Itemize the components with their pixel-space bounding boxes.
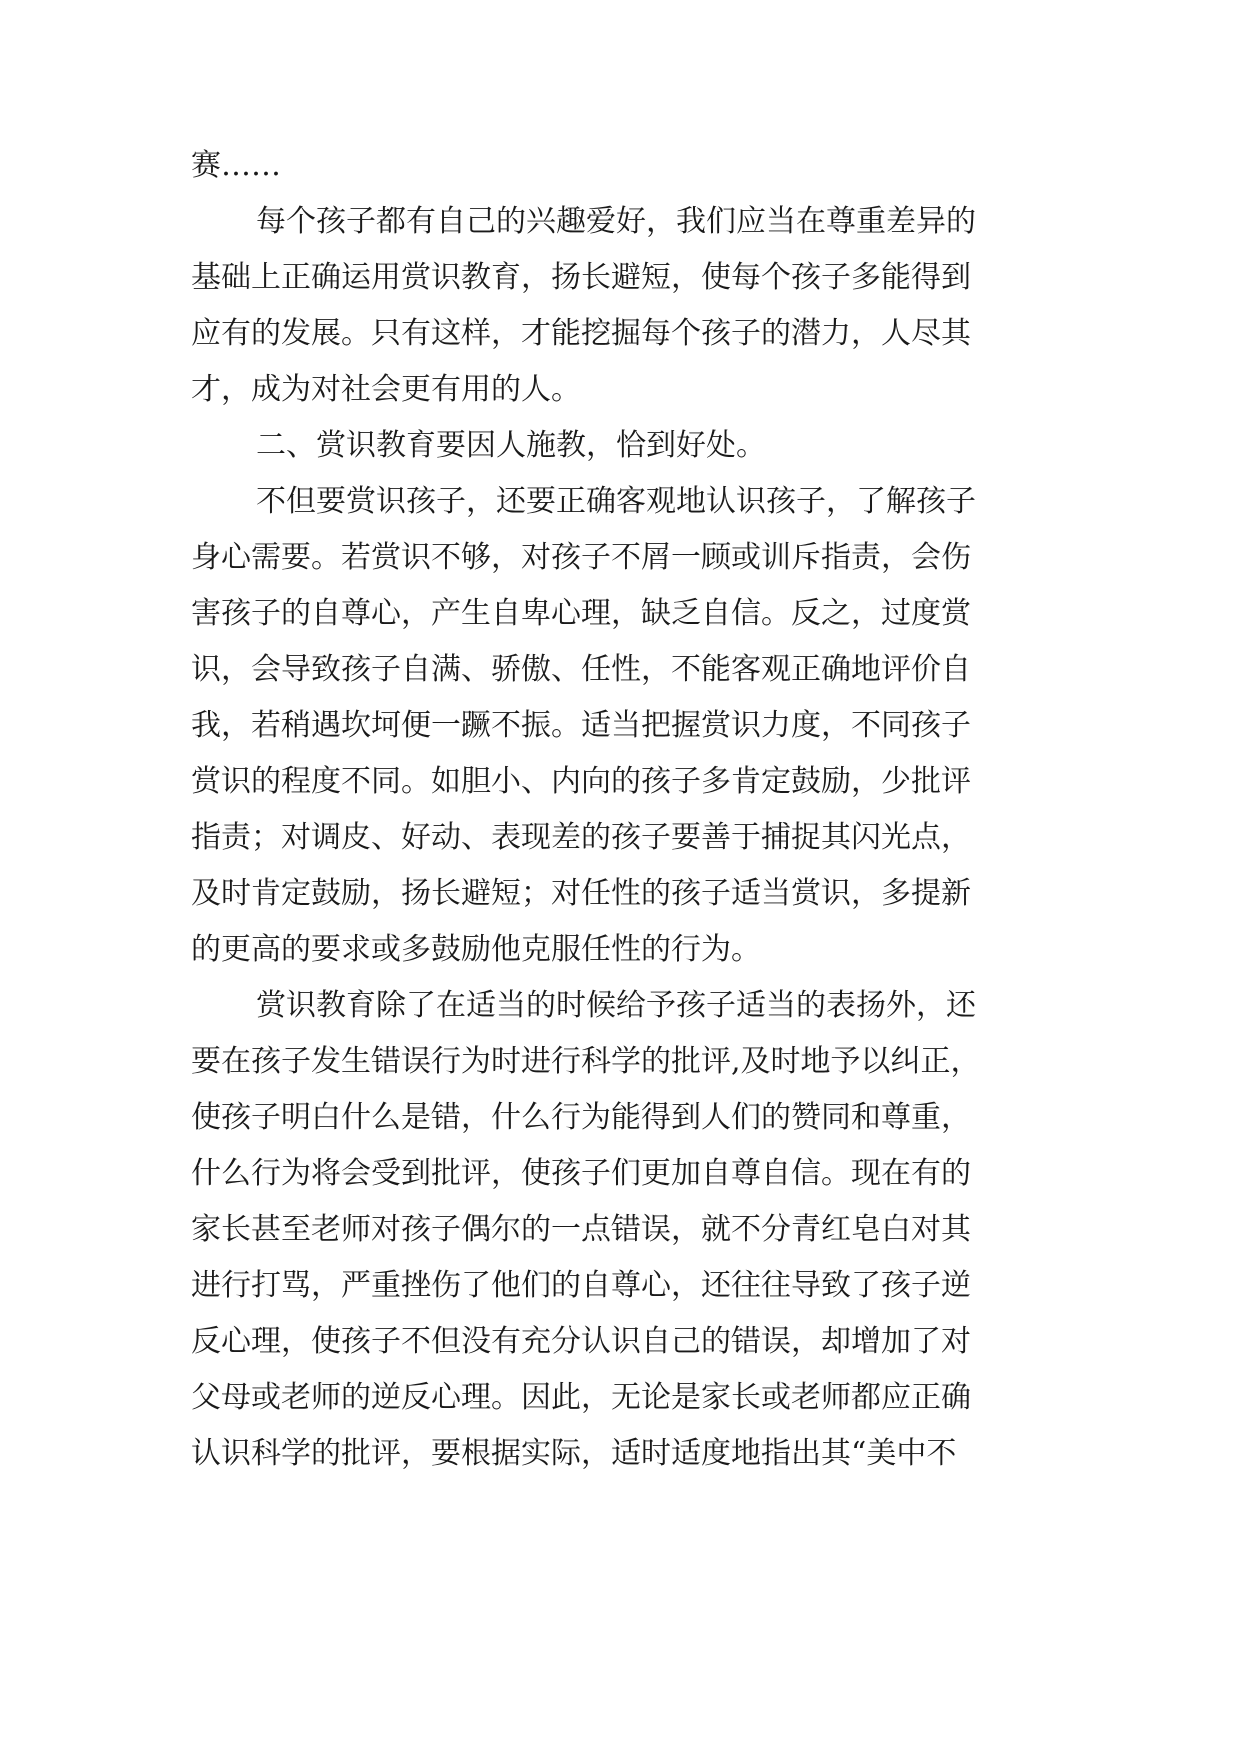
paragraph-line: 要在孩子发生错误行为时进行科学的批评,及时地予以纠正， <box>191 1044 981 1079</box>
paragraph-line: 赏识的程度不同。如胆小、内向的孩子多肯定鼓励，少批评 <box>191 764 971 799</box>
paragraph-line: 什么行为将会受到批评，使孩子们更加自尊自信。现在有的 <box>191 1156 971 1191</box>
paragraph-line: 赏识教育除了在适当的时候给予孩子适当的表扬外，还 <box>256 988 976 1023</box>
paragraph-line: 指责；对调皮、好动、表现差的孩子要善于捕捉其闪光点， <box>191 820 971 855</box>
paragraph-line: 认识科学的批评，要根据实际，适时适度地指出其“美中不 <box>191 1436 957 1471</box>
paragraph-line: 及时肯定鼓励，扬长避短；对任性的孩子适当赏识，多提新 <box>191 876 971 911</box>
paragraph-line: 身心需要。若赏识不够，对孩子不屑一顾或训斥指责，会伤 <box>191 540 971 575</box>
paragraph-line: 害孩子的自尊心，产生自卑心理，缺乏自信。反之，过度赏 <box>191 596 971 631</box>
paragraph-line: 识，会导致孩子自满、骄傲、任性，不能客观正确地评价自 <box>191 652 971 687</box>
paragraph-line: 我，若稍遇坎坷便一蹶不振。适当把握赏识力度，不同孩子 <box>191 708 971 743</box>
paragraph-line: 使孩子明白什么是错，什么行为能得到人们的赞同和尊重， <box>191 1100 971 1135</box>
paragraph-line: 反心理，使孩子不但没有充分认识自己的错误，却增加了对 <box>191 1324 971 1359</box>
paragraph-line: 父母或老师的逆反心理。因此，无论是家长或老师都应正确 <box>191 1380 971 1415</box>
paragraph-line: 基础上正确运用赏识教育，扬长避短，使每个孩子多能得到 <box>191 260 971 295</box>
paragraph-line: 才，成为对社会更有用的人。 <box>191 372 581 407</box>
section-heading: 二、赏识教育要因人施教，恰到好处。 <box>256 428 766 463</box>
paragraph-line: 赛…… <box>191 148 281 183</box>
paragraph-line: 不但要赏识孩子，还要正确客观地认识孩子，了解孩子 <box>256 484 976 519</box>
paragraph-line: 应有的发展。只有这样，才能挖掘每个孩子的潜力，人尽其 <box>191 316 971 351</box>
paragraph-line: 的更高的要求或多鼓励他克服任性的行为。 <box>191 932 761 967</box>
paragraph-line: 进行打骂，严重挫伤了他们的自尊心，还往往导致了孩子逆 <box>191 1268 971 1303</box>
paragraph-line: 每个孩子都有自己的兴趣爱好，我们应当在尊重差异的 <box>256 204 976 239</box>
paragraph-line: 家长甚至老师对孩子偶尔的一点错误，就不分青红皂白对其 <box>191 1212 971 1247</box>
